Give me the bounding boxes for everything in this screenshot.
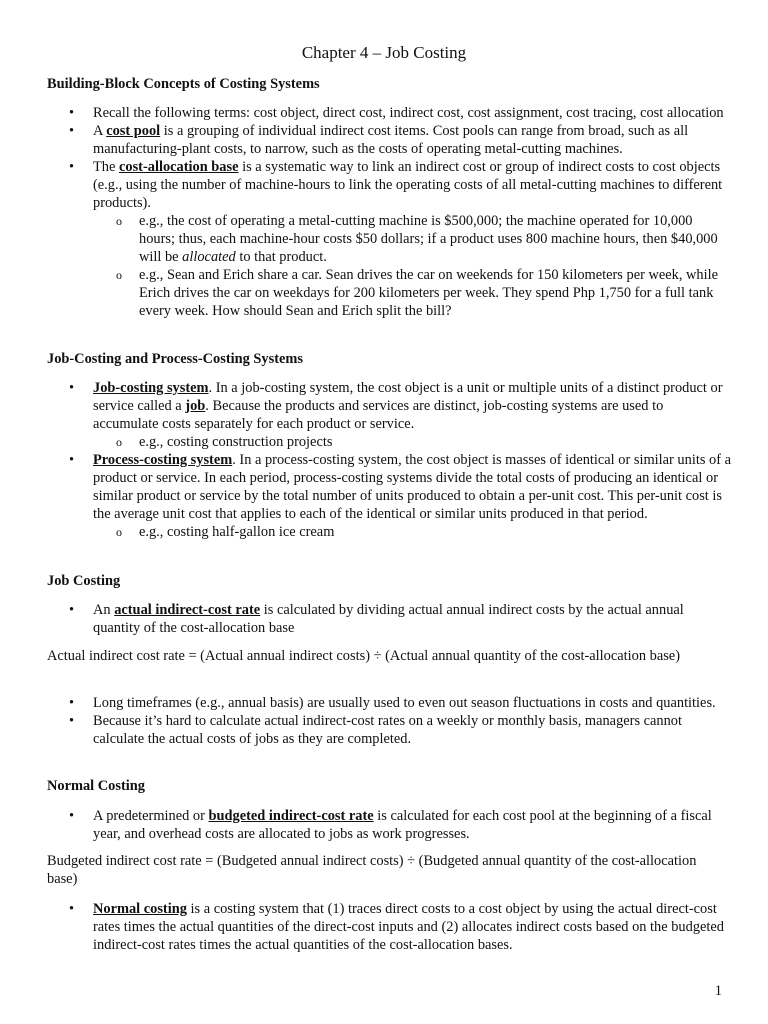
term-cost-pool: cost pool [106, 123, 161, 139]
formula-actual-rate: Actual indirect cost rate = (Actual annual indirect costs) ÷ (Actual annual quantity of the cost-allocation base) [47, 648, 680, 664]
sub-bullet-construction: o e.g., costing construction projects [139, 433, 731, 451]
term-job-costing-system: Job-costing system [93, 380, 209, 396]
term-budgeted-indirect-cost-rate: budgeted indirect-cost rate [208, 808, 374, 824]
term-job: job [185, 398, 206, 414]
sub-bullet-car-example: o e.g., Sean and Erich share a car. Sean drives the car on weekends for 150 kilometers per week, while Erich drives the car on weekdays for 200 kilometers per week. They spend Php 1,750 for a full tank every week. How should Sean and Erich split the bill? [139, 266, 731, 320]
term-normal-costing: Normal costing [93, 901, 187, 917]
bullet-budgeted-rate: • A predetermined or budgeted indirect-cost rate is calculated for each cost pool at the beginning of a fiscal year, and overhead costs are allocated to jobs as work progresses. [93, 807, 731, 843]
section-1-bullets [93, 104, 731, 320]
page-number: 1 [714, 983, 722, 999]
term-actual-indirect-cost-rate: actual indirect-cost rate [114, 602, 261, 618]
bullet-hard-to-calculate: • Because it’s hard to calculate actual indirect-cost rates on a weekly or monthly basis, managers cannot calculate the actual costs of jobs as they are completed. [93, 712, 731, 748]
section-heading-job-process: Job-Costing and Process-Costing Systems [47, 351, 303, 367]
section-heading-normal-costing: Normal Costing [47, 778, 145, 794]
term-process-costing-system: Process-costing system [93, 452, 233, 468]
bullet-normal-costing: • Normal costing is a costing system that (1) traces direct costs to a cost object by using the actual direct-cost rates times the actual quantities of the direct-cost inputs and (2) allocates indirect costs based on the budgeted indirect-cost rates times the actual quantities of the cost-allocation bases. [93, 900, 731, 954]
sub-bullet-ice-cream: o e.g., costing half-gallon ice cream [139, 523, 731, 541]
formula-budgeted-rate: Budgeted indirect cost rate = (Budgeted annual indirect costs) ÷ (Budgeted annual quantity of the cost-allocation base) [47, 853, 697, 887]
bullet-process-costing-system: • Process-costing system. In a process-costing system, the cost object is masses of identical or similar units of a product or service. In each period, process-costing systems divide the total costs of producing an identical or similar product or service by the total number of units produced to obtain a per-unit cost. This per-unit cost is the average unit cost that applies to each of the identical or similar units produced in that period. o e.g., costing half-gallon ice cream [93, 451, 731, 541]
sub-bullets-examples [93, 212, 731, 320]
bullet-cost-allocation-base: • The cost-allocation base is a systematic way to link an indirect cost or group of indirect costs to cost objects (e.g., using the number of machine-hours to link the operating costs of all metal-cutting machines to different products). o e.g., the cost of operating a metal-cutting machine is $500,000; the machine operated for 10,000 hours; thus, each machine-hour costs $50 dollars; if a product uses 800 machine hours, then $40,000 will be allocated to that product. o e.g., Sean and Erich share a car. Sean drives the car on weekends for 150 kilometers per week, while Erich drives the car on weekdays for 200 kilometers per week. They spend Php 1,750 for a full tank every week. How should Sean and Erich split the bill? [93, 158, 731, 320]
bullet-cost-pool: • A cost pool is a grouping of individual indirect cost items. Cost pools can range from broad, such as all manufacturing-plant costs, to narrow, such as the costs of operating metal-cutting machines. [93, 122, 731, 158]
section-heading-job-costing: Job Costing [47, 573, 121, 589]
section-4-bullets [93, 807, 731, 843]
section-3-bullets [93, 601, 731, 637]
page-title: Chapter 4 – Job Costing [301, 43, 467, 62]
bullet-recall-terms: • Recall the following terms: cost object, direct cost, indirect cost, cost assignment, cost tracing, cost allocation [93, 104, 731, 122]
sub-bullet-machine-example: o e.g., the cost of operating a metal-cutting machine is $500,000; the machine operated for 10,000 hours; thus, each machine-hour costs $50 dollars; if a product uses 800 machine hours, then $40,000 will be allocated to that product. [139, 212, 731, 266]
section-heading-building-block: Building-Block Concepts of Costing Systems [47, 76, 320, 92]
section-4-bullets-2 [93, 900, 731, 954]
bullet-job-costing-system: • Job-costing system. In a job-costing system, the cost object is a unit or multiple units of a distinct product or service called a job. Because the products and services are distinct, job-costing systems are used to accumulate costs separately for each product or service. o e.g., costing construction projects [93, 379, 731, 451]
term-cost-allocation-base: cost-allocation base [118, 159, 239, 175]
section-2-bullets [93, 379, 731, 541]
section-3-bullets-2 [93, 694, 731, 748]
bullet-actual-indirect-cost-rate: • An actual indirect-cost rate is calculated by dividing actual annual indirect costs by the actual annual quantity of the cost-allocation base [93, 601, 731, 637]
bullet-long-timeframes: • Long timeframes (e.g., annual basis) are usually used to even out season fluctuations in costs and quantities. [93, 694, 731, 712]
